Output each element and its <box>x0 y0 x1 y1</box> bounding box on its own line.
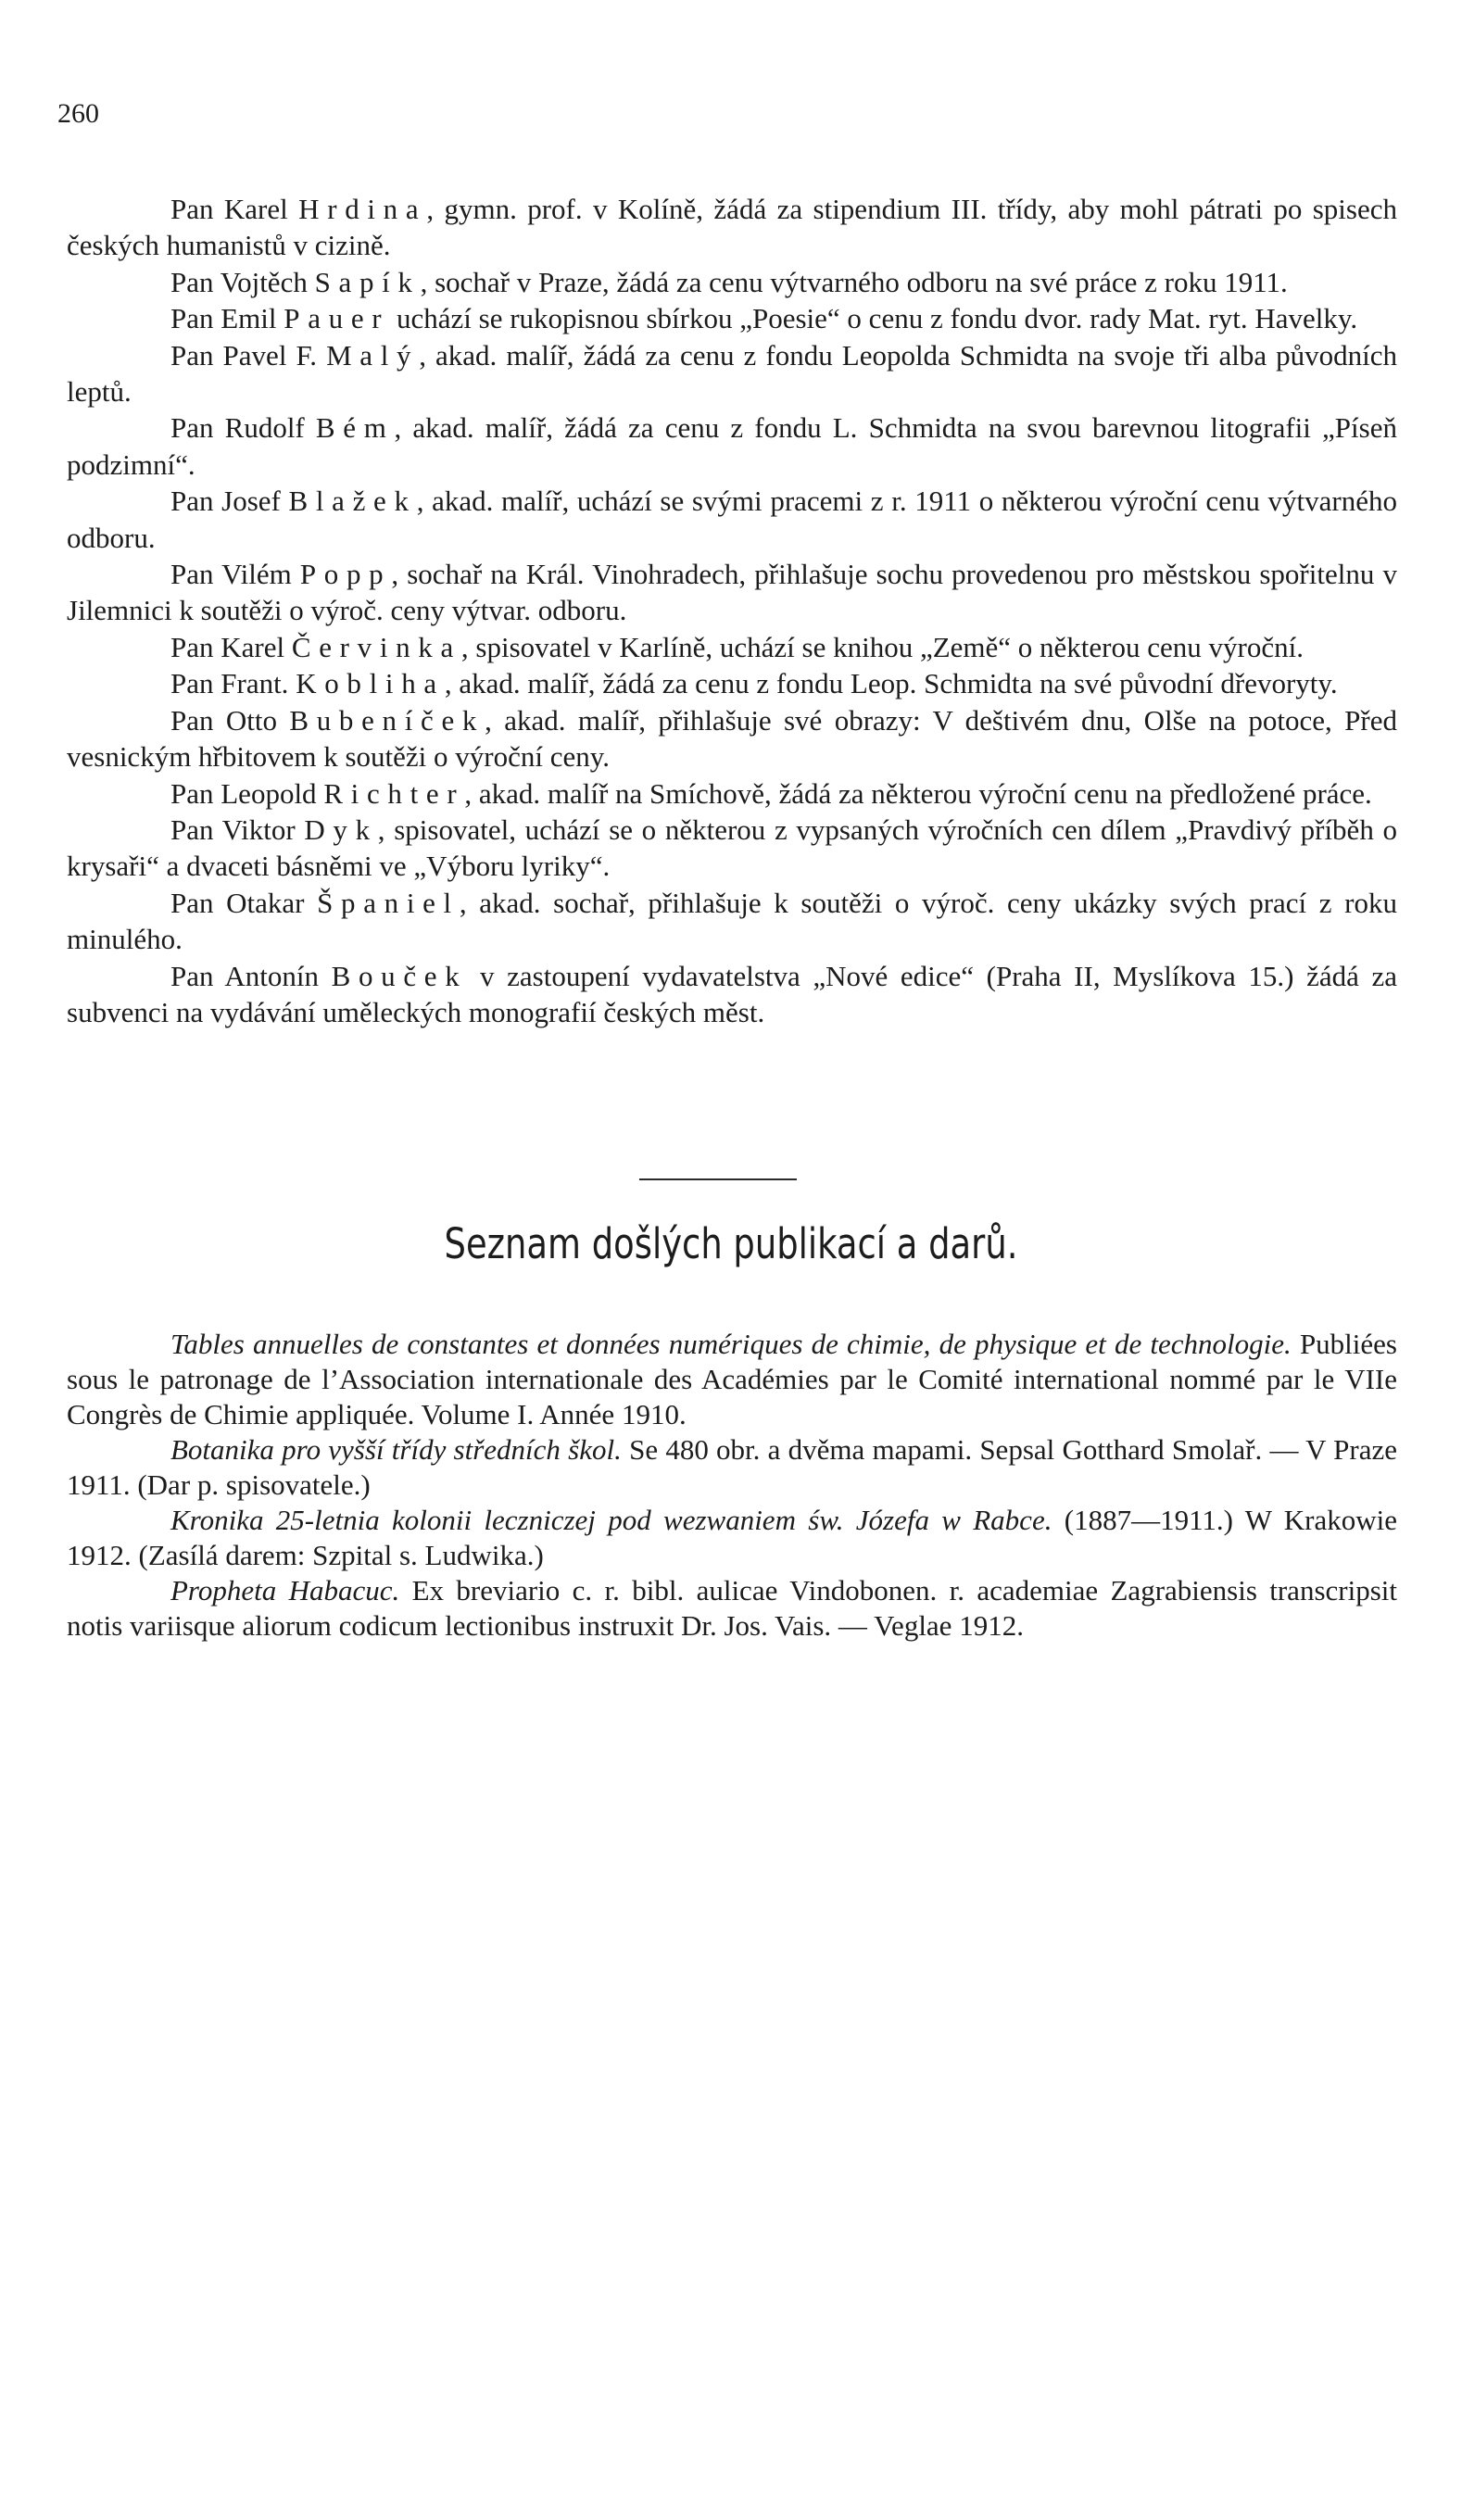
publication-details: (1887—1911.) W Krakowie 1912. (Zasílá darem: Szpital s. Ludwika.) <box>67 1504 1397 1571</box>
entry-bem <box>67 410 1397 483</box>
entry-spaniel <box>67 885 1397 958</box>
entry-prefix: Pan Emil <box>170 302 284 335</box>
publication-title: Botanika pro vyšší třídy středních škol. <box>170 1433 622 1466</box>
entry-text: , sochař v Praze, žádá za cenu výtvarného odboru na své práce z roku 1911. <box>420 265 1288 298</box>
entry-prefix: Pan Leopold <box>170 776 324 810</box>
entry-name: Popp <box>299 558 392 591</box>
page-number: 260 <box>57 98 99 129</box>
entry-cervinka <box>67 629 1397 665</box>
entry-text: , akad. malíř, žádá za cenu z fondu Leop. Schmidta na své původní dřevoryty. <box>444 667 1338 700</box>
section-divider <box>639 1178 797 1180</box>
entry-text: , akad. malíř, žádá za cenu z fondu Leopolda Schmidta na svoje tři alba původních leptů. <box>67 338 1398 409</box>
entry-text: , akad. malíř, uchází se svými pracemi z r. 1911 o některou výroční cenu výtvarného odboru. <box>67 485 1397 554</box>
entry-popp <box>67 556 1397 629</box>
entry-text: v zastoupení vydavatelstva „Nové edice“ (Praha II, Myslíkova 15.) žádá za subvenci na vydávání uměleckých monografií českých měst. <box>67 959 1397 1028</box>
publication-details: Ex breviario c. r. bibl. aulicae Vindobonen. r. academiae Zagrabiensis transcripsit notis variisque aliorum codicum lectionibus instruxit Dr. Jos. Vais. — Veglae 1912. <box>67 1574 1397 1642</box>
entry-prefix: Pan Frant. <box>170 667 296 700</box>
entry-name: Červinka <box>291 630 461 663</box>
publication-details: Publiées sous le patronage de l’Association internationale des Académies par le Comité international nommé par le VIIe Congrès de Chimie appliquée. Volume I. Année 1910. <box>67 1328 1397 1430</box>
entry-pauer <box>67 300 1397 336</box>
entry-blazek <box>67 483 1397 556</box>
publication-item <box>67 1573 1397 1644</box>
entry-text: , akad. sochař, přihlašuje k soutěži o výroč. ceny ukázky svých prací z roku minulého. <box>67 886 1397 956</box>
entry-text: , akad. malíř, žádá za cenu z fondu L. Schmidta na svou barevnou litografii „Píseň podzimní“. <box>67 411 1397 481</box>
publications-list <box>67 1327 1397 1644</box>
entry-name: Richter <box>323 776 465 810</box>
entry-prefix: Pan Otto <box>170 703 290 737</box>
entry-text: , sochař na Král. Vinohradech, přihlašuje sochu provedenou pro městskou spořitelnu v Jilemnici k soutěži o výroč. ceny výtvar. odboru. <box>67 558 1397 627</box>
entry-prefix: Pan Pavel F. <box>170 338 327 372</box>
entry-hrdina <box>67 191 1397 264</box>
publication-item <box>67 1503 1397 1573</box>
entry-text: , akad. malíř na Smíchově, žádá za některou výroční cenu na předložené práce. <box>464 776 1372 810</box>
entry-maly <box>67 337 1397 410</box>
entry-prefix: Pan Karel <box>170 630 292 663</box>
entry-prefix: Pan Otakar <box>170 886 318 919</box>
publication-item <box>67 1327 1397 1432</box>
entry-prefix: Pan Antonín <box>170 959 332 992</box>
entry-prefix: Pan Vilém <box>170 558 300 591</box>
entry-prefix: Pan Karel <box>170 193 299 225</box>
entry-text: , akad. malíř, přihlašuje své obrazy: V deštivém dnu, Olše na potoce, Před vesnickým hřbitovem k soutěži o výroční ceny. <box>67 703 1397 774</box>
publication-title: Propheta Habacuc. <box>170 1574 400 1606</box>
publication-item <box>67 1432 1397 1503</box>
entry-kobliha <box>67 665 1397 701</box>
entry-name: Dyk <box>304 813 378 846</box>
entry-prefix: Pan Josef <box>170 485 289 518</box>
section-title: Seznam došlých publikací a darů. <box>444 1219 1018 1268</box>
entry-text: , gymn. prof. v Kolíně, žádá za stipendium III. třídy, aby mohl pátrati po spisech českých humanistů v cizině. <box>67 193 1397 262</box>
entry-name: Sapík <box>314 265 421 298</box>
entry-name: Hrdina <box>298 193 427 225</box>
applications-list <box>67 191 1397 1030</box>
entry-sapik <box>67 264 1397 300</box>
entry-richter <box>67 775 1397 812</box>
entry-name: Malý <box>326 338 420 372</box>
entry-name: Pauer <box>284 302 390 335</box>
entry-name: Bouček <box>331 959 468 992</box>
entry-text: uchází se rukopisnou sbírkou „Poesie“ o cenu z fondu dvor. rady Mat. ryt. Havelky. <box>389 302 1358 335</box>
entry-name: Kobliha <box>296 667 445 700</box>
entry-name: Bém <box>315 411 395 445</box>
entry-boucek <box>67 958 1397 1031</box>
entry-prefix: Pan Viktor <box>170 813 305 846</box>
entry-prefix: Pan Vojtěch <box>170 265 315 298</box>
entry-name: Blažek <box>288 485 417 518</box>
publication-title: Tables annuelles de constantes et données numériques de chimie, de physique et de technologie. <box>170 1328 1292 1360</box>
entry-text: , spisovatel, uchází se o některou z vypsaných výročních cen dílem „Pravdivý příběh o krysaři“ a dvaceti básněmi ve „Výboru lyriky“. <box>67 813 1397 883</box>
publication-details: Se 480 obr. a dvěma mapami. Sepsal Gotthard Smolař. — V Praze 1911. (Dar p. spisovatele.) <box>67 1433 1398 1501</box>
entry-prefix: Pan Rudolf <box>170 411 316 445</box>
entry-bubenicek <box>67 702 1397 775</box>
entry-text: , spisovatel v Karlíně, uchází se knihou „Země“ o některou cenu výroční. <box>460 630 1304 663</box>
entry-name: Bubeníček <box>289 703 485 737</box>
publication-title: Kronika 25-letnia kolonii leczniczej pod wezwaniem św. Józefa w Rabce. <box>170 1504 1052 1536</box>
entry-dyk <box>67 812 1397 885</box>
entry-name: Španiel <box>317 886 460 919</box>
